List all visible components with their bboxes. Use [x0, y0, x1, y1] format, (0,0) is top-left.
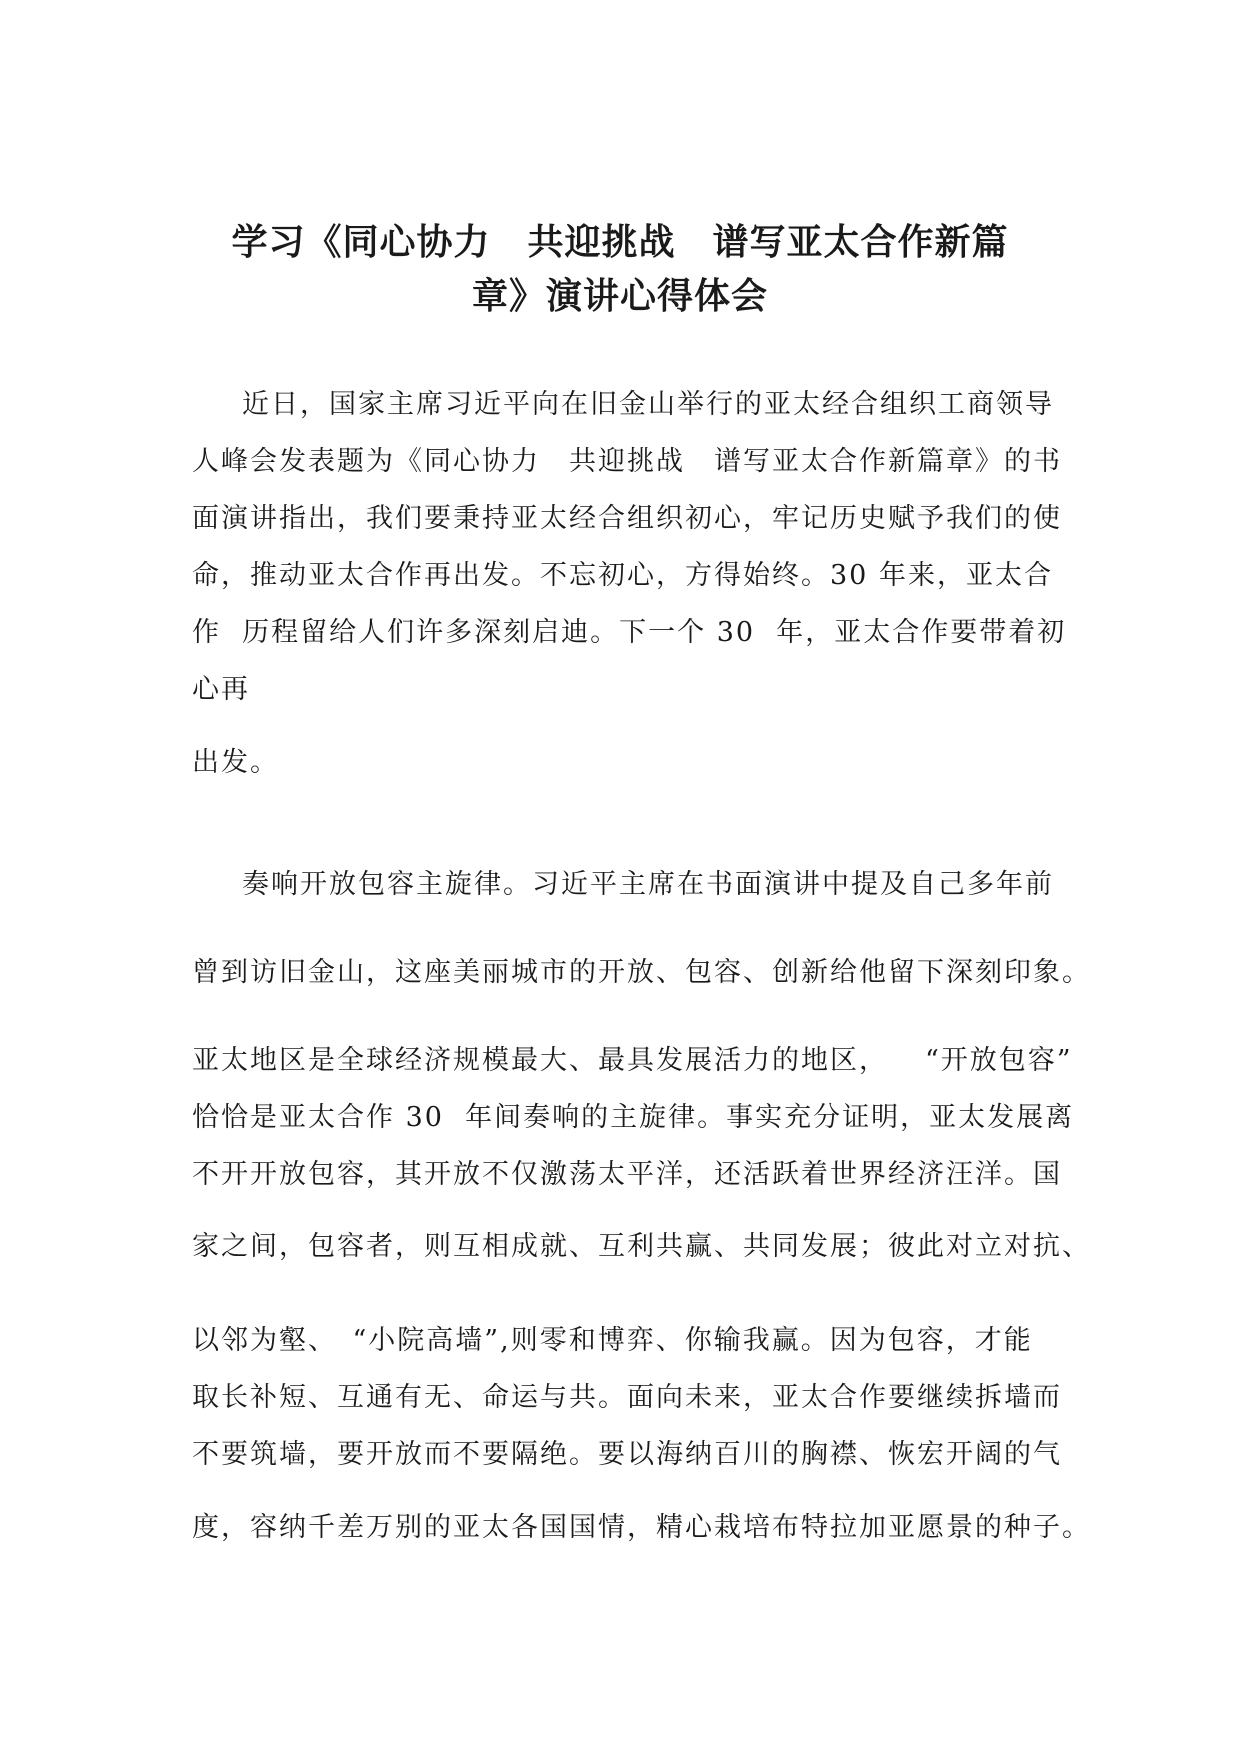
paragraph-1-line-1: 近日，国家主席习近平向在旧金山举行的亚太经合组织工商领导	[242, 389, 1054, 420]
paragraph-2-line-5: 不开开放包容，其开放不仅激荡太平洋，还活跃着世界经济汪洋。国	[192, 1159, 1062, 1190]
paragraph-2-line-3-quote: “开放包容”	[925, 1045, 1073, 1076]
paragraph-2-line-9: 不要筑墙，要开放而不要隔绝。要以海纳百川的胸襟、恢宏开阔的气	[192, 1439, 1062, 1470]
paragraph-1-line-6: 心再	[192, 674, 250, 705]
document-title-line-2: 章》演讲心得体会	[471, 276, 768, 317]
paragraph-1-line-3: 面演讲指出，我们要秉持亚太经合组织初心，牢记历史赋予我们的使	[192, 503, 1062, 534]
paragraph-2-line-3: 亚太地区是全球经济规模最大、最具发展活力的地区，	[192, 1045, 888, 1076]
paragraph-2-line-2: 曾到访旧金山，这座美丽城市的开放、包容、创新给他留下深刻印象。	[192, 957, 1091, 988]
paragraph-1-line-7: 出发。	[192, 747, 279, 778]
paragraph-1-line-5: 作 历程留给人们许多深刻启迪。下一个 30 年，亚太合作要带着初	[192, 617, 1067, 648]
paragraph-2-line-10: 度，容纳千差万别的亚太各国国情，精心栽培布特拉加亚愿景的种子。	[192, 1512, 1091, 1543]
paragraph-2-line-7: 以邻为壑、 “小院高墙”,则零和博弈、你输我赢。因为包容，才能	[192, 1325, 1033, 1356]
paragraph-2-line-4: 恰恰是亚太合作 30 年间奏响的主旋律。事实充分证明，亚太发展离	[192, 1102, 1075, 1133]
paragraph-1-line-4: 命，推动亚太合作再出发。不忘初心，方得始终。30 年来，亚太合	[192, 560, 1053, 591]
paragraph-2-line-8: 取长补短、互通有无、命运与共。面向未来，亚太合作要继续拆墙而	[192, 1382, 1062, 1413]
paragraph-1-line-2: 人峰会发表题为《同心协力 共迎挑战 谱写亚太合作新篇章》的书	[192, 446, 1062, 477]
paragraph-2-line-6: 家之间，包容者，则互相成就、互利共赢、共同发展；彼此对立对抗、	[192, 1231, 1091, 1262]
paragraph-2-line-1: 奏响开放包容主旋律。习近平主席在书面演讲中提及自己多年前	[242, 869, 1054, 900]
document-title-line-1: 学习《同心协力 共迎挑战 谱写亚太合作新篇	[231, 222, 1009, 263]
